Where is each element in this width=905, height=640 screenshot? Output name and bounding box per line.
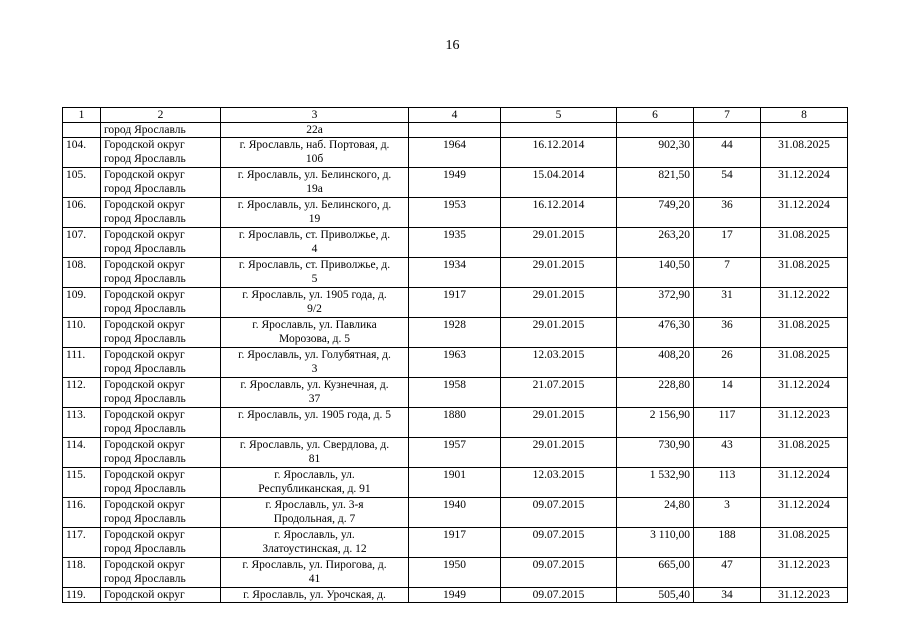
cell-area: 372,90 <box>617 288 694 318</box>
cell-area: 24,80 <box>617 498 694 528</box>
cell-municipality-line-2: город Ярославль <box>104 153 186 165</box>
cell-address-line-2: Златоустинская, д. 12 <box>262 543 367 555</box>
cell-address-line-2: Морозова, д. 5 <box>279 333 350 345</box>
table-row <box>63 378 848 408</box>
cell-address <box>221 228 409 258</box>
cell-address-line-1: г. Ярославль, ул. Белинского, д. <box>237 199 392 211</box>
cell-municipality <box>101 438 221 468</box>
cell-municipality-line-1: Городской округ <box>104 139 185 151</box>
cell-municipality-line-1: Городской округ <box>104 529 185 541</box>
cell-address-line-1: г. Ярославль, ул. 1905 года, д. <box>242 289 387 301</box>
table-row <box>63 348 848 378</box>
cell-number: 105. <box>63 168 101 198</box>
cell-address-line-2: 4 <box>311 243 318 255</box>
cell-deadline: 31.08.2025 <box>761 258 848 288</box>
cell-count: 54 <box>694 168 761 198</box>
cell-year: 1880 <box>409 408 501 438</box>
cell-deadline: 31.08.2025 <box>761 348 848 378</box>
cell-count <box>694 123 761 138</box>
cell-date: 12.03.2015 <box>501 348 617 378</box>
table-row <box>63 528 848 558</box>
column-header: 7 <box>694 108 761 123</box>
cell-municipality <box>101 138 221 168</box>
cell-municipality-line-2: город Ярославль <box>104 243 186 255</box>
table-row <box>63 468 848 498</box>
cell-address-line-2: 9/2 <box>307 303 322 315</box>
cell-address-line-2: 3 <box>311 363 318 375</box>
cell-deadline: 31.12.2024 <box>761 198 848 228</box>
cell-municipality <box>101 408 221 438</box>
cell-count: 188 <box>694 528 761 558</box>
cell-address-line-1: г. Ярославль, ул. Павлика <box>252 319 377 331</box>
cell-number: 111. <box>63 348 101 378</box>
cell-address-line-2: 41 <box>308 573 321 585</box>
cell-deadline: 31.08.2025 <box>761 318 848 348</box>
cell-municipality <box>101 528 221 558</box>
cell-number: 109. <box>63 288 101 318</box>
cell-address-line-1: г. Ярославль, ул. Кузнечная, д. <box>240 379 389 391</box>
cell-municipality-line-2: город Ярославль <box>104 183 186 195</box>
cell-municipality-line-1: Городской округ <box>104 289 185 301</box>
cell-area: 408,20 <box>617 348 694 378</box>
cell-deadline: 31.12.2024 <box>761 468 848 498</box>
cell-year: 1940 <box>409 498 501 528</box>
cell-number: 113. <box>63 408 101 438</box>
column-header: 5 <box>501 108 617 123</box>
cell-area: 749,20 <box>617 198 694 228</box>
table-header-row <box>63 108 848 123</box>
cell-address-line-1: г. Ярославль, ул. <box>274 529 355 541</box>
cell-number: 114. <box>63 438 101 468</box>
cell-year <box>409 123 501 138</box>
cell-number: 119. <box>63 588 101 603</box>
column-header: 6 <box>617 108 694 123</box>
table-row <box>63 408 848 438</box>
cell-municipality-line-1: Городской округ <box>104 259 185 271</box>
cell-deadline: 31.08.2025 <box>761 528 848 558</box>
cell-area: 3 110,00 <box>617 528 694 558</box>
cell-municipality <box>101 228 221 258</box>
cell-date: 12.03.2015 <box>501 468 617 498</box>
cell-municipality-line-2: город Ярославль <box>104 453 186 465</box>
cell-date: 29.01.2015 <box>501 318 617 348</box>
cell-number: 104. <box>63 138 101 168</box>
cell-date <box>501 123 617 138</box>
table-row <box>63 288 848 318</box>
cell-municipality <box>101 288 221 318</box>
cell-count: 36 <box>694 198 761 228</box>
cell-address-line-1: г. Ярославль, ул. Голубятная, д. <box>238 349 391 361</box>
table-row <box>63 318 848 348</box>
cell-address: 22а <box>221 123 409 138</box>
cell-count: 26 <box>694 348 761 378</box>
cell-date: 16.12.2014 <box>501 198 617 228</box>
cell-area: 665,00 <box>617 558 694 588</box>
cell-address-line-2: 81 <box>308 453 321 465</box>
cell-address <box>221 168 409 198</box>
cell-address <box>221 498 409 528</box>
cell-address-line-2: 19а <box>306 183 323 195</box>
cell-count: 47 <box>694 558 761 588</box>
cell-number: 112. <box>63 378 101 408</box>
cell-area: 2 156,90 <box>617 408 694 438</box>
cell-address-line-1: г. Ярославль, ст. Приволжье, д. <box>238 229 391 241</box>
cell-address <box>221 558 409 588</box>
cell-address <box>221 468 409 498</box>
cell-municipality-line-1: Городской округ <box>104 379 185 391</box>
cell-area: 730,90 <box>617 438 694 468</box>
cell-year: 1963 <box>409 348 501 378</box>
cell-municipality-line-1: Городской округ <box>104 349 185 361</box>
cell-address-line-2: Продольная, д. 7 <box>273 513 356 525</box>
cell-year: 1901 <box>409 468 501 498</box>
cell-address <box>221 198 409 228</box>
cell-address <box>221 408 409 438</box>
cell-address-line-1: г. Ярославль, ул. 3-я <box>265 499 364 511</box>
cell-count: 36 <box>694 318 761 348</box>
column-header: 4 <box>409 108 501 123</box>
cell-municipality <box>101 258 221 288</box>
cell-area: 505,40 <box>617 588 694 603</box>
cell-address <box>221 528 409 558</box>
cell-number: 110. <box>63 318 101 348</box>
cell-deadline: 31.08.2025 <box>761 228 848 258</box>
cell-deadline: 31.12.2023 <box>761 588 848 603</box>
table-row <box>63 258 848 288</box>
cell-date: 29.01.2015 <box>501 408 617 438</box>
cell-address <box>221 258 409 288</box>
cell-number: 116. <box>63 498 101 528</box>
cell-count: 43 <box>694 438 761 468</box>
cell-address-line-2: 19 <box>308 213 321 225</box>
cell-municipality-line-2: город Ярославль <box>104 573 186 585</box>
cell-date: 09.07.2015 <box>501 558 617 588</box>
cell-count: 7 <box>694 258 761 288</box>
cell-address-line-1: г. Ярославль, ул. <box>274 469 355 481</box>
cell-year: 1928 <box>409 318 501 348</box>
cell-deadline: 31.12.2023 <box>761 408 848 438</box>
table-row <box>63 588 848 603</box>
cell-deadline: 31.12.2022 <box>761 288 848 318</box>
cell-deadline: 31.08.2025 <box>761 438 848 468</box>
cell-municipality <box>101 558 221 588</box>
cell-address-line-1: г. Ярославль, ул. Свердлова, д. <box>239 439 390 451</box>
cell-year: 1949 <box>409 588 501 603</box>
cell-address: г. Ярославль, ул. Урочская, д. <box>221 588 409 603</box>
cell-municipality-line-1: Городской округ <box>104 439 185 451</box>
cell-municipality-line-2: город Ярославль <box>104 393 186 405</box>
cell-address <box>221 348 409 378</box>
cell-number: 106. <box>63 198 101 228</box>
cell-municipality-line-1: Городской округ <box>104 499 185 511</box>
cell-address <box>221 438 409 468</box>
cell-date: 09.07.2015 <box>501 498 617 528</box>
cell-municipality-line-2: город Ярославль <box>104 513 186 525</box>
table-row <box>63 198 848 228</box>
cell-address-line-2: 37 <box>308 393 321 405</box>
cell-area: 1 532,90 <box>617 468 694 498</box>
cell-year: 1957 <box>409 438 501 468</box>
cell-address-line-2: 10б <box>305 153 324 165</box>
cell-area: 263,20 <box>617 228 694 258</box>
cell-date: 29.01.2015 <box>501 438 617 468</box>
cell-deadline: 31.12.2024 <box>761 498 848 528</box>
table-row <box>63 558 848 588</box>
cell-count: 14 <box>694 378 761 408</box>
cell-deadline: 31.12.2024 <box>761 378 848 408</box>
cell-area: 228,80 <box>617 378 694 408</box>
cell-municipality-line-2: город Ярославль <box>104 303 186 315</box>
cell-year: 1958 <box>409 378 501 408</box>
cell-municipality-line-1: Городской округ <box>104 469 185 481</box>
cell-count: 31 <box>694 288 761 318</box>
cell-address <box>221 378 409 408</box>
cell-municipality-line-2: город Ярославль <box>104 423 186 435</box>
cell-count: 17 <box>694 228 761 258</box>
cell-municipality-line-2: город Ярославль <box>104 363 186 375</box>
cell-municipality <box>101 348 221 378</box>
registry-table <box>62 107 848 603</box>
cell-municipality-line-2: город Ярославль <box>104 483 186 495</box>
cell-date: 15.04.2014 <box>501 168 617 198</box>
cell-deadline: 31.12.2024 <box>761 168 848 198</box>
cell-date: 09.07.2015 <box>501 588 617 603</box>
cell-date: 09.07.2015 <box>501 528 617 558</box>
cell-address <box>221 318 409 348</box>
cell-year: 1934 <box>409 258 501 288</box>
cell-municipality-line-1: Городской округ <box>104 319 185 331</box>
cell-municipality <box>101 378 221 408</box>
cell-area: 140,50 <box>617 258 694 288</box>
cell-address-line-1: г. Ярославль, ст. Приволжье, д. <box>238 259 391 271</box>
cell-municipality: Городской округ <box>101 588 221 603</box>
column-header: 2 <box>101 108 221 123</box>
cell-number: 108. <box>63 258 101 288</box>
cell-date: 29.01.2015 <box>501 258 617 288</box>
cell-count: 117 <box>694 408 761 438</box>
cell-count: 3 <box>694 498 761 528</box>
table-row <box>63 228 848 258</box>
cell-area: 902,30 <box>617 138 694 168</box>
cell-deadline: 31.12.2023 <box>761 558 848 588</box>
cell-date: 21.07.2015 <box>501 378 617 408</box>
cell-address-line-1: г. Ярославль, ул. Белинского, д. <box>237 169 392 181</box>
cell-date: 29.01.2015 <box>501 288 617 318</box>
cell-year: 1964 <box>409 138 501 168</box>
cell-year: 1917 <box>409 528 501 558</box>
cell-municipality <box>101 168 221 198</box>
table-row <box>63 168 848 198</box>
cell-municipality-line-2: город Ярославль <box>104 273 186 285</box>
column-header: 1 <box>63 108 101 123</box>
column-header: 3 <box>221 108 409 123</box>
cell-deadline: 31.08.2025 <box>761 138 848 168</box>
cell-address-line-1: г. Ярославль, ул. 1905 года, д. 5 <box>237 409 392 421</box>
cell-year: 1950 <box>409 558 501 588</box>
cell-number: 118. <box>63 558 101 588</box>
cell-municipality <box>101 198 221 228</box>
cell-number <box>63 123 101 138</box>
cell-deadline <box>761 123 848 138</box>
cell-municipality <box>101 468 221 498</box>
cell-municipality: город Ярославль <box>101 123 221 138</box>
table-row <box>63 138 848 168</box>
cell-address-line-1: г. Ярославль, ул. Пирогова, д. <box>242 559 387 571</box>
page-number: 16 <box>445 38 460 53</box>
cell-area: 476,30 <box>617 318 694 348</box>
cell-municipality-line-2: город Ярославль <box>104 333 186 345</box>
table-row <box>63 438 848 468</box>
cell-date: 29.01.2015 <box>501 228 617 258</box>
cell-municipality-line-1: Городской округ <box>104 199 185 211</box>
cell-municipality <box>101 318 221 348</box>
cell-count: 44 <box>694 138 761 168</box>
cell-municipality-line-1: Городской округ <box>104 169 185 181</box>
cell-year: 1949 <box>409 168 501 198</box>
cell-count: 34 <box>694 588 761 603</box>
cell-address-line-2: Республиканская, д. 91 <box>258 483 371 495</box>
cell-municipality-line-1: Городской округ <box>104 559 185 571</box>
cell-number: 107. <box>63 228 101 258</box>
cell-municipality-line-1: Городской округ <box>104 409 185 421</box>
cell-address <box>221 138 409 168</box>
cell-municipality-line-2: город Ярославль <box>104 213 186 225</box>
cell-area <box>617 123 694 138</box>
cell-year: 1953 <box>409 198 501 228</box>
cell-date: 16.12.2014 <box>501 138 617 168</box>
cell-year: 1935 <box>409 228 501 258</box>
cell-number: 117. <box>63 528 101 558</box>
cell-address-line-2: 5 <box>311 273 318 285</box>
cell-number: 115. <box>63 468 101 498</box>
cell-address <box>221 288 409 318</box>
cell-year: 1917 <box>409 288 501 318</box>
cell-municipality-line-1: Городской округ <box>104 229 185 241</box>
cell-address-line-1: г. Ярославль, наб. Портовая, д. <box>239 139 390 151</box>
cell-area: 821,50 <box>617 168 694 198</box>
column-header: 8 <box>761 108 848 123</box>
table-row <box>63 498 848 528</box>
cell-count: 113 <box>694 468 761 498</box>
cell-municipality <box>101 498 221 528</box>
table-row-continuation <box>63 123 848 138</box>
cell-municipality-line-2: город Ярославль <box>104 543 186 555</box>
